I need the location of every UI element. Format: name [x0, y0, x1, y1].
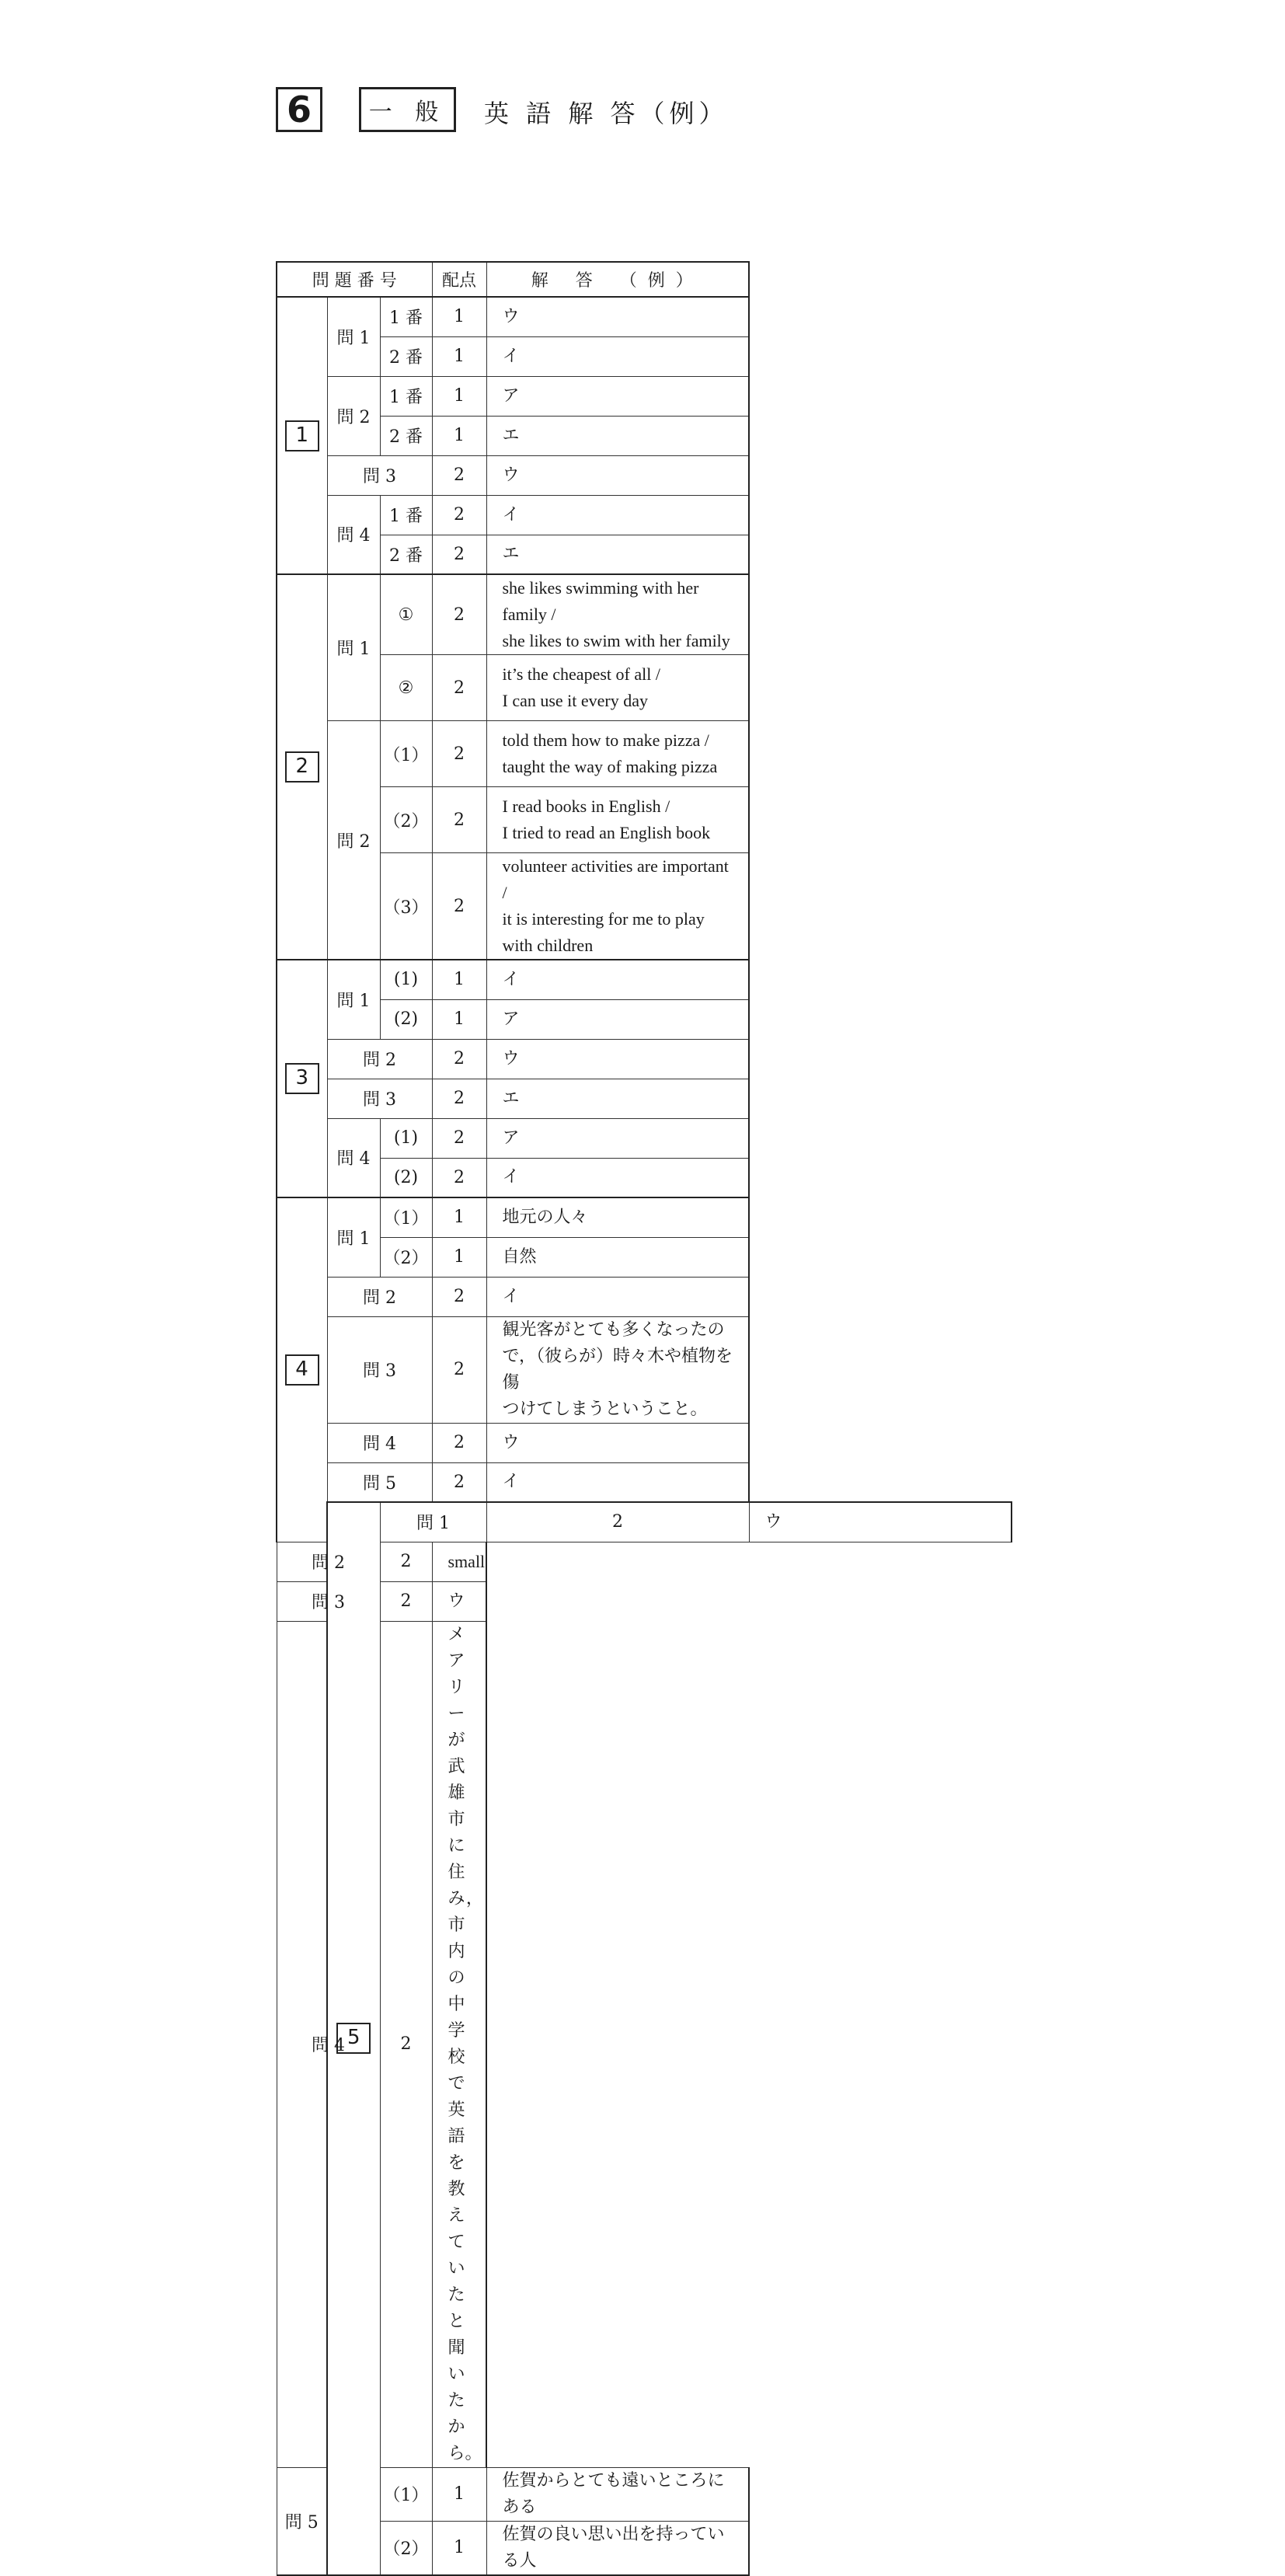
section-label-5: 5	[327, 1502, 380, 2575]
answer-cell	[432, 1621, 486, 2467]
header-points: 配点	[432, 262, 486, 297]
points-cell: 1	[432, 336, 486, 376]
answer-line: it’s the cheapest of all /	[502, 664, 660, 684]
answer-line: taught the way of making pizza	[502, 757, 718, 776]
answer-cell: ウ	[486, 1423, 749, 1462]
table-row	[277, 1462, 1012, 1502]
points-cell: 2	[432, 1277, 486, 1316]
answer-cell: ウ	[432, 1581, 486, 1621]
answer-cell: イ	[486, 1462, 749, 1502]
sub-question-label: ①	[380, 574, 432, 655]
table-row	[277, 1581, 1012, 1621]
question-label: 問 4	[277, 1621, 380, 2467]
sub-question-label: (2)	[380, 999, 432, 1039]
points-cell: 2	[432, 535, 486, 574]
page-title: 英 語 解 答（例）	[484, 99, 729, 128]
question-label: 問 3	[327, 455, 432, 495]
table-row	[277, 336, 1012, 376]
answer-cell	[486, 1316, 749, 1423]
section-label-1: 1	[277, 297, 327, 574]
sub-question-label: 1 番	[380, 495, 432, 535]
answer-cell	[486, 655, 749, 721]
points-cell: 2	[432, 1316, 486, 1423]
question-label: 問 2	[327, 721, 380, 960]
section-label-4: 4	[277, 1197, 327, 1542]
question-label: 問 2	[277, 1542, 380, 1581]
answer-cell: ウ	[486, 297, 749, 336]
question-label: 問 1	[327, 574, 380, 721]
answer-cell: ウ	[486, 1039, 749, 1079]
answer-table	[276, 261, 1012, 2576]
table-header-row	[277, 262, 1012, 297]
sub-question-label: （2）	[380, 2521, 432, 2575]
sub-question-label: (2)	[380, 1158, 432, 1197]
table-row	[277, 535, 1012, 574]
answer-cell: ア	[486, 1118, 749, 1158]
sub-question-label: （1）	[380, 721, 432, 787]
sub-question-label: 1 番	[380, 376, 432, 416]
points-cell: 2	[432, 853, 486, 960]
points-cell: 2	[380, 1621, 432, 2467]
sub-question-label: ②	[380, 655, 432, 721]
sub-question-label: （3）	[380, 853, 432, 960]
table-row	[277, 1542, 1012, 1581]
table-row	[277, 2521, 1012, 2575]
sub-question-label: （1）	[380, 1197, 432, 1237]
sub-question-label: （2）	[380, 787, 432, 853]
table-row	[277, 1423, 1012, 1462]
question-label: 問 5	[277, 2467, 327, 2575]
points-cell: 2	[486, 1502, 749, 1542]
table-row	[277, 1502, 1012, 1542]
header-question: 問 題 番 号	[277, 262, 432, 297]
table-row	[277, 297, 1012, 336]
table-row	[277, 960, 1012, 999]
table-row	[277, 1158, 1012, 1197]
sub-question-label: （2）	[380, 1237, 432, 1277]
answer-cell: イ	[486, 960, 749, 999]
table-row	[277, 1621, 1012, 2467]
table-row	[277, 574, 1012, 655]
answer-cell: エ	[486, 1079, 749, 1118]
answer-line: つけてしまうということ。	[502, 1399, 708, 1419]
points-cell: 1	[432, 376, 486, 416]
table-row	[277, 999, 1012, 1039]
answer-line: told them how to make pizza /	[502, 730, 709, 750]
answer-cell	[486, 853, 749, 960]
question-label: 問 1	[380, 1502, 486, 1542]
points-cell: 1	[432, 1197, 486, 1237]
table-row	[277, 455, 1012, 495]
section-label-2: 2	[277, 574, 327, 960]
category-box: 一 般	[359, 87, 456, 132]
question-label: 問 2	[327, 1277, 432, 1316]
answer-line: she likes to swim with her family	[502, 631, 730, 650]
answer-cell: 地元の人々	[486, 1197, 749, 1237]
points-cell: 1	[432, 1237, 486, 1277]
table-row	[277, 495, 1012, 535]
points-cell: 1	[432, 297, 486, 336]
answer-cell: 自然	[486, 1237, 749, 1277]
section-number-box: 6	[276, 87, 322, 132]
answer-line: it is interesting for me to play with children	[502, 909, 705, 955]
points-cell: 2	[380, 1581, 432, 1621]
answer-line: I read books in English /	[502, 797, 670, 816]
question-label: 問 4	[327, 495, 380, 574]
table-row	[277, 1237, 1012, 1277]
answer-cell: ア	[486, 999, 749, 1039]
question-label: 問 1	[327, 297, 380, 376]
sub-question-label: （1）	[380, 2467, 432, 2521]
question-label: 問 2	[327, 1039, 432, 1079]
question-label: 問 3	[327, 1316, 432, 1423]
points-cell: 2	[432, 1079, 486, 1118]
points-cell: 2	[432, 1423, 486, 1462]
question-label: 問 5	[327, 1462, 432, 1502]
answer-cell: 佐賀からとても遠いところにある	[486, 2467, 749, 2521]
points-cell: 2	[432, 1158, 486, 1197]
answer-line: メアリーが武雄市に住み，市内の中学校で英語を教えていたと	[447, 1624, 483, 2331]
answer-cell: イ	[486, 336, 749, 376]
table-row	[277, 2467, 1012, 2521]
sub-question-label: 1 番	[380, 297, 432, 336]
points-cell: 2	[432, 495, 486, 535]
question-label: 問 4	[327, 1423, 432, 1462]
points-cell: 1	[432, 416, 486, 455]
question-label: 問 2	[327, 376, 380, 455]
points-cell: 1	[432, 999, 486, 1039]
table-row	[277, 1277, 1012, 1316]
points-cell: 1	[432, 960, 486, 999]
answer-cell: ウ	[749, 1502, 1012, 1542]
sub-question-label: 2 番	[380, 336, 432, 376]
points-cell: 1	[432, 2467, 486, 2521]
question-label: 問 3	[277, 1581, 380, 1621]
sub-question-label: 2 番	[380, 416, 432, 455]
points-cell: 2	[432, 787, 486, 853]
header-answer: 解 答 （例）	[486, 262, 749, 297]
answer-cell: エ	[486, 535, 749, 574]
table-row	[277, 1039, 1012, 1079]
answer-line: I tried to read an English book	[502, 823, 711, 842]
points-cell: 2	[432, 721, 486, 787]
question-label: 問 1	[327, 1197, 380, 1277]
table-row	[277, 853, 1012, 960]
table-row	[277, 787, 1012, 853]
question-label: 問 4	[327, 1118, 380, 1197]
points-cell: 2	[432, 655, 486, 721]
points-cell: 2	[380, 1542, 432, 1581]
table-row	[277, 376, 1012, 416]
table-row	[277, 1118, 1012, 1158]
sub-question-label: (1)	[380, 960, 432, 999]
answer-line: 観光客がとても多くなったので，（彼らが）時々木や植物を傷	[502, 1319, 733, 1393]
question-label: 問 3	[327, 1079, 432, 1118]
answer-cell: ウ	[486, 455, 749, 495]
answer-cell	[486, 574, 749, 655]
answer-cell	[486, 721, 749, 787]
answer-cell: イ	[486, 1277, 749, 1316]
points-cell: 2	[432, 1462, 486, 1502]
sub-question-label: 2 番	[380, 535, 432, 574]
answer-line: I can use it every day	[502, 691, 649, 710]
answer-cell: 佐賀の良い思い出を持っている人	[486, 2521, 749, 2575]
answer-cell: small	[432, 1542, 486, 1581]
points-cell: 2	[432, 574, 486, 655]
points-cell: 1	[432, 2521, 486, 2575]
answer-cell: イ	[486, 1158, 749, 1197]
table-row	[277, 655, 1012, 721]
answer-cell	[486, 787, 749, 853]
points-cell: 2	[432, 455, 486, 495]
answer-cell: イ	[486, 495, 749, 535]
table-row	[277, 721, 1012, 787]
answer-line: 聞いたから。	[447, 2337, 482, 2463]
table-row	[277, 416, 1012, 455]
question-label: 問 1	[327, 960, 380, 1039]
points-cell: 2	[432, 1039, 486, 1079]
section-label-3: 3	[277, 960, 327, 1197]
table-row	[277, 1316, 1012, 1423]
table-row	[277, 1197, 1012, 1237]
answer-line: she likes swimming with her family /	[502, 578, 699, 624]
sub-question-label: (1)	[380, 1118, 432, 1158]
answer-cell: ア	[486, 376, 749, 416]
answer-cell: エ	[486, 416, 749, 455]
table-row	[277, 1079, 1012, 1118]
answer-line: volunteer activities are important /	[502, 856, 729, 902]
points-cell: 2	[432, 1118, 486, 1158]
